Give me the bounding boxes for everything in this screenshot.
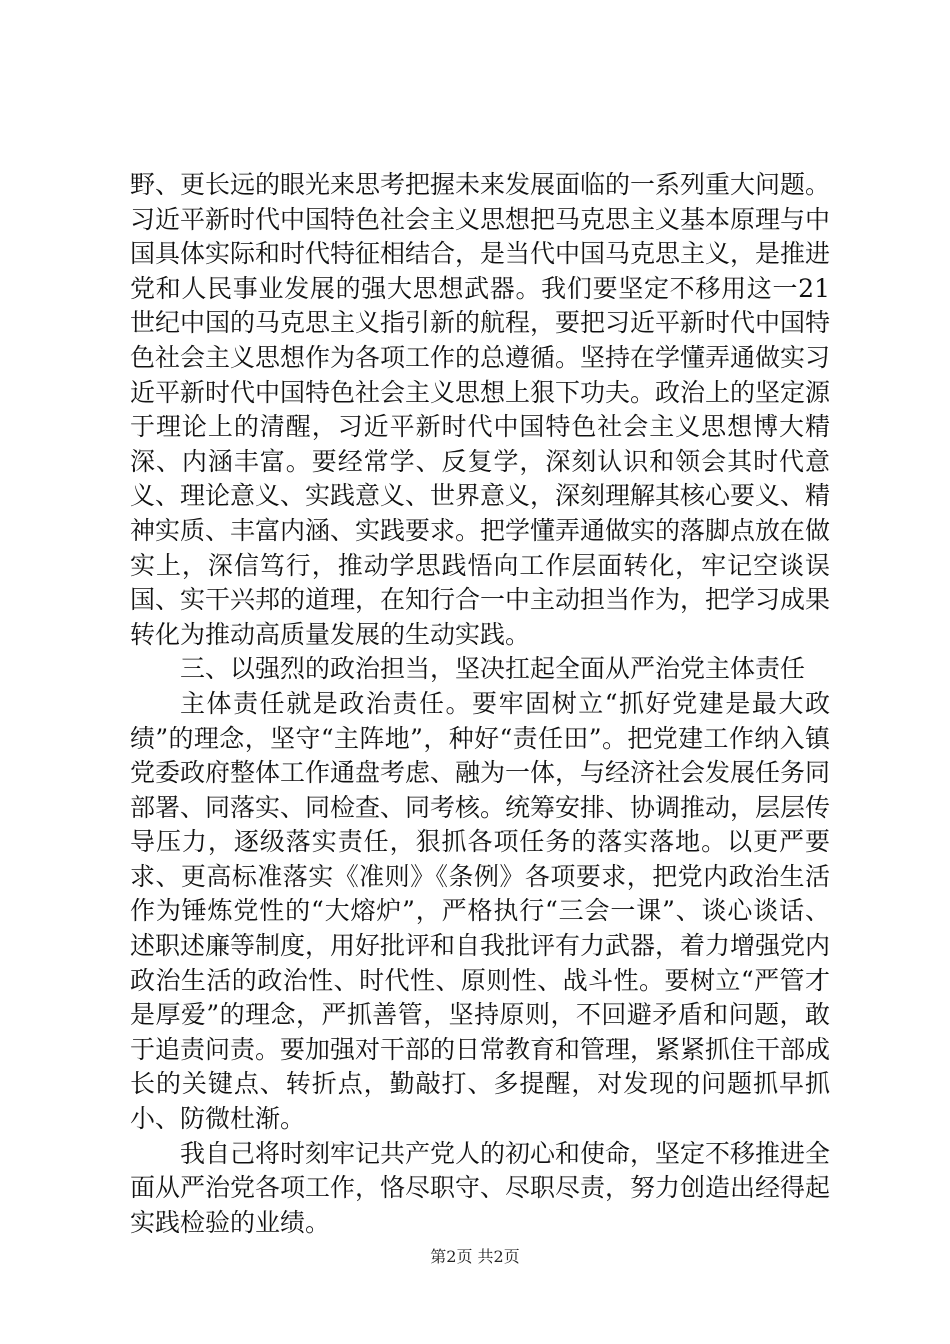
section-heading-three: 三、以强烈的政治担当，坚决扛起全面从严治党主体责任 xyxy=(180,654,806,684)
page-number-footer: 第2页 共2页 xyxy=(430,1247,520,1266)
body-paragraph-responsibility: 主体责任就是政治责任。要牢固树立“抓好党建是最大政绩”的理念，坚守“主阵地”，种好“责任田”。把党建工作纳入镇党委政府整体工作通盘考虑、融为一体，与经济社会发展任务同部署、同落实、同检查、同考核。统筹安排、协调推动，层层传导压力，逐级落实责任，狠抓各项任务的落实落地。以更严要求、更高标准落实《准则》《条例》各项要求，把党内政治生活作为锤炼党性的“大熔炉”，严格执行“三会一课”、谈心谈话、述职述廉等制度，用好批评和自我批评有力武器，着力增强党内政治生活的政治性、时代性、原则性、战斗性。要树立“严管才是厚爱”的理念，严抓善管，坚持原则，不回避矛盾和问题，敢于追责问责。要加强对干部的日常教育和管理，紧紧抓住干部成长的关键点、转折点，勤敲打、多提醒，对发现的问题抓早抓小、防微杜渐。 xyxy=(130,688,831,1134)
document-body xyxy=(130,168,830,1240)
body-paragraph-continued: 野、更长远的眼光来思考把握未来发展面临的一系列重大问题。习近平新时代中国特色社会主义思想把马克思主义基本原理与中国具体实际和时代特征相结合，是当代中国马克思主义，是推进党和人民事业发展的强大思想武器。我们要坚定不移用这一21世纪中国的马克思主义指引新的航程，要把习近平新时代中国特色社会主义思想作为各项工作的总遵循。坚持在学懂弄通做实习近平新时代中国特色社会主义思想上狠下功夫。政治上的坚定源于理论上的清醒，习近平新时代中国特色社会主义思想博大精深、内涵丰富。要经常学、反复学，深刻认识和领会其时代意义、理论意义、实践意义、世界意义，深刻理解其核心要义、精神实质、丰富内涵、实践要求。把学懂弄通做实的落脚点放在做实上，深信笃行，推动学思践悟向工作层面转化，牢记空谈误国、实干兴邦的道理，在知行合一中主动担当作为，把学习成果转化为推动高质量发展的生动实践。 xyxy=(130,170,831,649)
body-paragraph-closing: 我自己将时刻牢记共产党人的初心和使命，坚定不移推进全面从严治党各项工作，恪尽职守、尽职尽责，努力创造出经得起实践检验的业绩。 xyxy=(130,1138,831,1237)
